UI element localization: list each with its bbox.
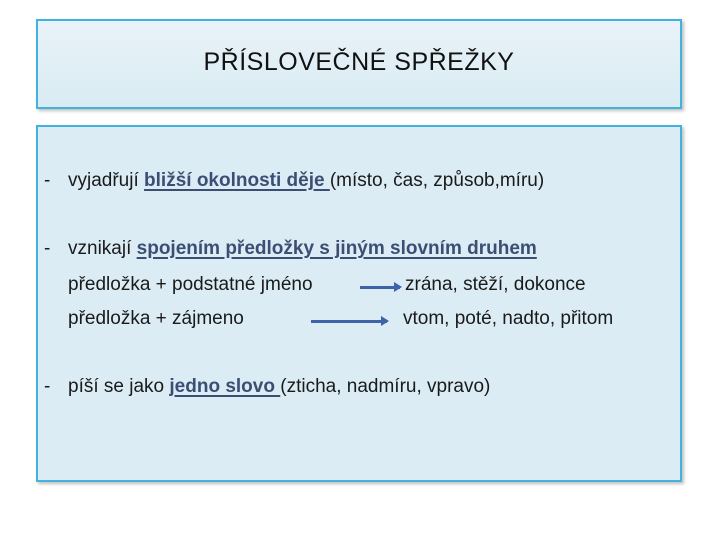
bullet-dash: -: [44, 238, 51, 259]
rule-1-left: předložka + podstatné jméno: [68, 274, 313, 295]
arrow-icon: [360, 286, 400, 289]
bullet-3-post: (zticha, nadmíru, vpravo): [280, 376, 491, 397]
rule-1-right: zrána, stěží, dokonce: [405, 274, 586, 295]
slide-title: PŘÍSLOVEČNÉ SPŘEŽKY: [203, 47, 515, 76]
arrow-icon: [311, 320, 387, 323]
content-box: [36, 125, 682, 482]
bullet-2-highlight: spojením předložky s jiným slovním druhem: [136, 238, 537, 259]
bullet-dash: -: [44, 170, 51, 191]
rule-2-left: předložka + zájmeno: [68, 308, 244, 329]
bullet-3-pre: píší se jako: [68, 376, 170, 397]
title-box: [36, 19, 682, 109]
bullet-1-highlight: bližší okolnosti děje: [144, 170, 330, 191]
bullet-3-highlight: jedno slovo: [169, 376, 281, 397]
bullet-1-pre: vyjadřují: [68, 170, 145, 191]
bullet-1-post: (místo, čas, způsob,míru): [329, 170, 545, 191]
bullet-dash: -: [44, 376, 51, 397]
rule-2-right: vtom, poté, nadto, přitom: [403, 308, 614, 329]
bullet-2-pre: vznikají: [68, 238, 137, 259]
